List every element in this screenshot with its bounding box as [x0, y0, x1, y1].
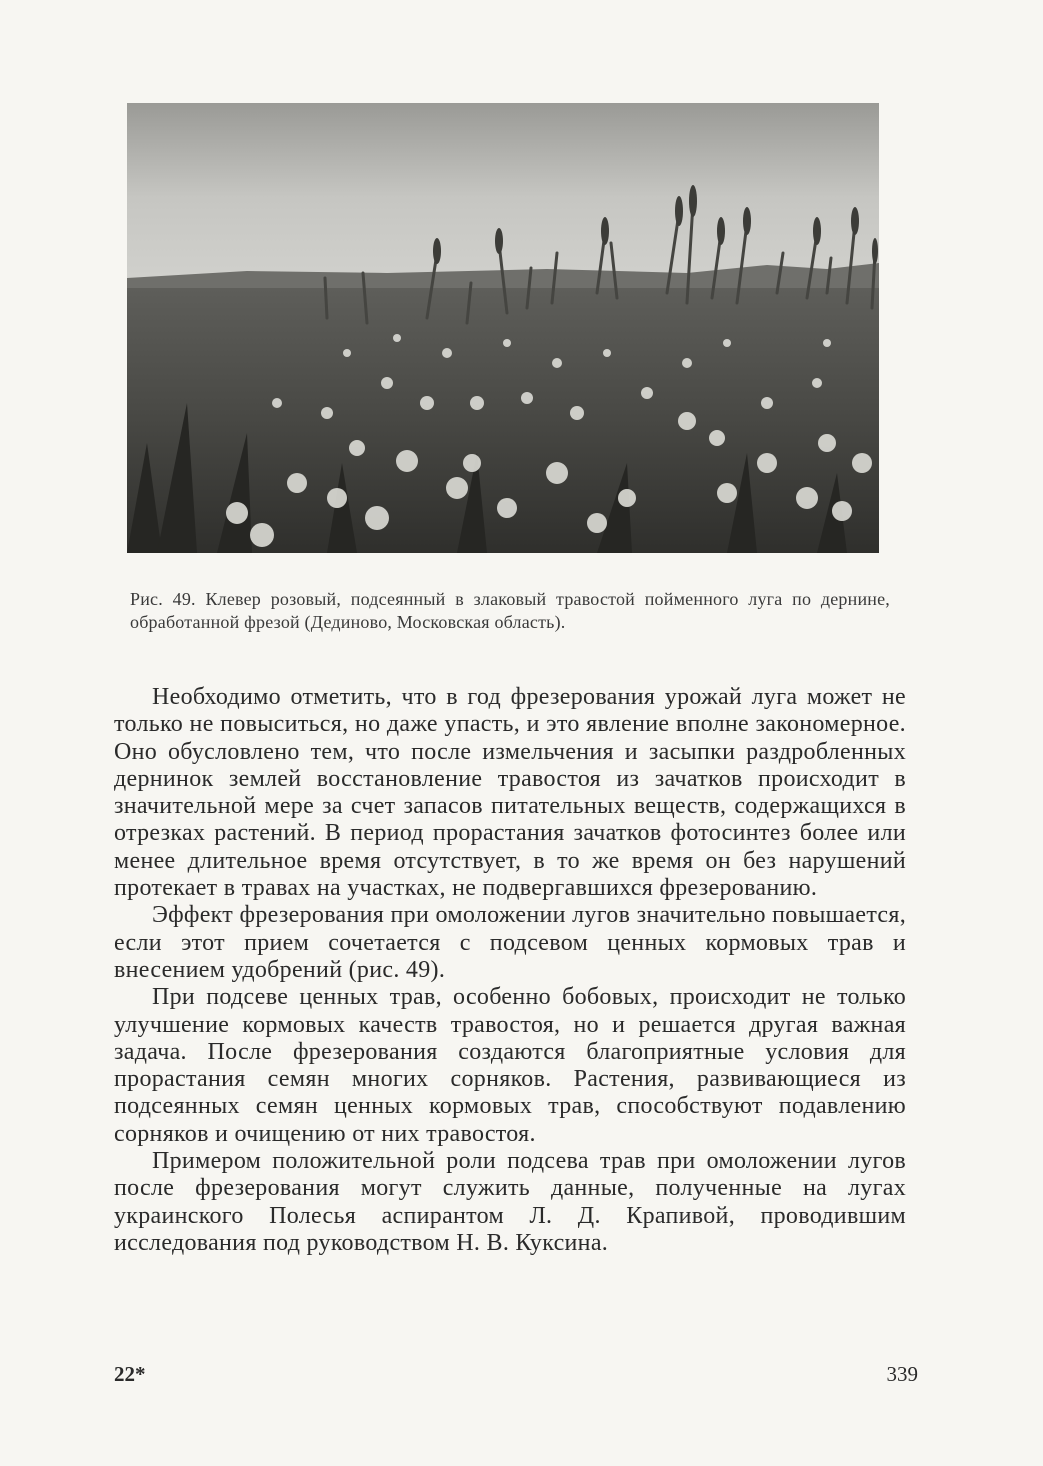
- paragraph: Примером положительной роли подсева трав при омоложении лугов после фрезерования могут служить данные, полученные на лугах украинского Полесья аспирантом Л. Д. Крапивой, проводившим исследования под руководством Н. В. Куксина.: [114, 1148, 906, 1256]
- paragraph: Эффект фрезерования при омоложении лугов значительно повышается, если этот прием сочетается с подсевом ценных кормовых трав и внесением удобрений (рис. 49).: [114, 902, 906, 983]
- meadow-clover-photo: [127, 103, 879, 553]
- page-number: 339: [886, 1362, 918, 1386]
- body-text: [114, 684, 906, 1257]
- printer-signature: 22*: [114, 1362, 146, 1386]
- paragraph: Необходимо отметить, что в год фрезерования урожай луга может не только не повыситься, но даже упасть, и это явление вполне закономерное. Оно обусловлено тем, что после измельчения и засыпки раздробленных дернинок землей восстановление травостоя из зачатков происходит в значительной мере за счет запасов питательных веществ, содержащихся в отрезках растений. В период прорастания зачатков фотосинтез более или менее длительное время отсутствует, в то же время он без нарушений протекает в травах на участках, не подвергавшихся фрезерованию.: [114, 684, 906, 902]
- figure-caption: Рис. 49. Клевер розовый, подсеянный в злаковый травостой пойменного луга по дернине, обработанной фрезой (Дединово, Московская область).: [130, 589, 890, 632]
- paragraph: При подсеве ценных трав, особенно бобовых, происходит не только улучшение кормовых качеств травостоя, но и решается другая важная задача. После фрезерования создаются благоприятные условия для прорастания семян многих сорняков. Растения, развивающиеся из подсеянных семян ценных кормовых трав, способствуют подавлению сорняков и очищению от них травостоя.: [114, 984, 906, 1147]
